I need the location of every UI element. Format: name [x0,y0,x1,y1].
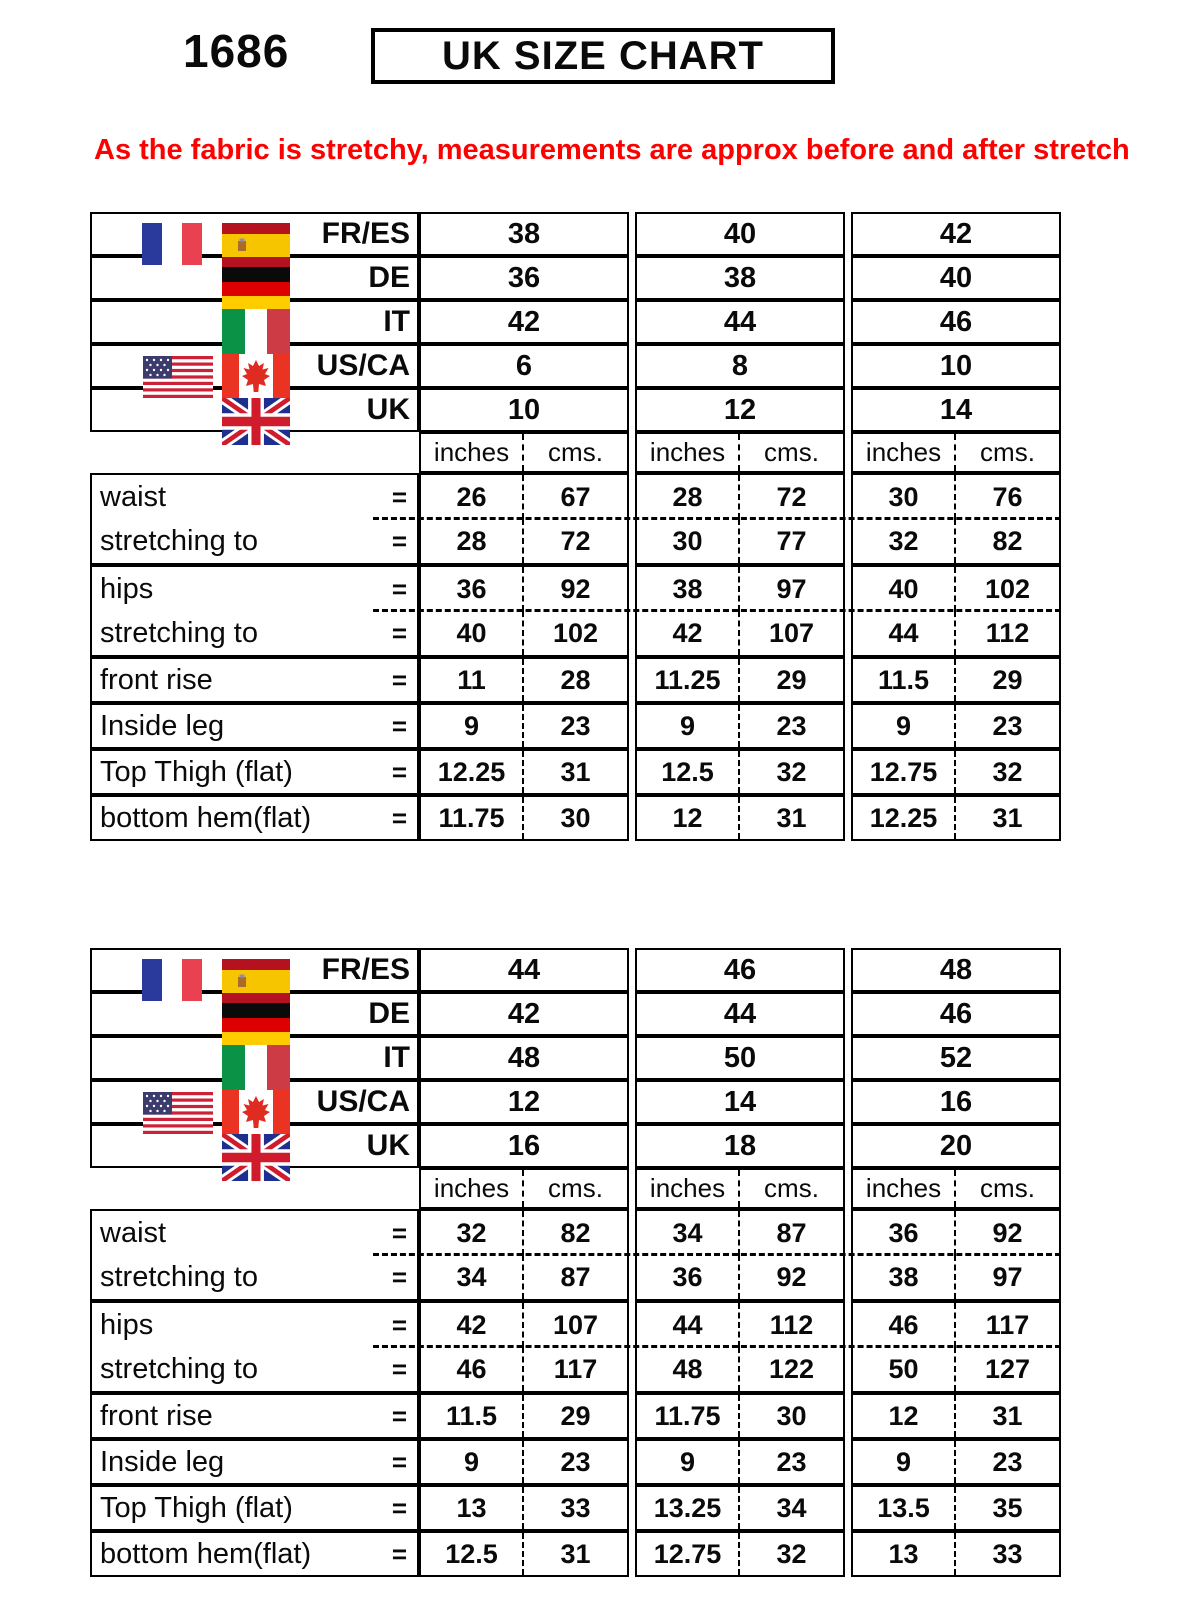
usa-flag-icon [143,356,213,398]
spain-flag-icon [222,223,290,268]
italy-flag-icon [222,1045,290,1091]
measurement-value: 32 [992,756,1023,787]
measurement-value: 44 [637,1303,740,1347]
size-value: 8 [635,344,845,388]
measurement-value: 31 [560,1538,591,1569]
size-value: 52 [851,1036,1061,1080]
measurement-value: 35 [992,1492,1023,1523]
measurement-row-hips [90,1301,1063,1347]
measurement-row-waist [90,1209,1063,1255]
dashed-divider [373,517,1061,520]
unit-cms-label: cms. [548,437,603,467]
measurement-value: 44 [853,611,956,655]
units-group [635,1168,845,1209]
size-group [851,1347,1061,1393]
measurement-value: 46 [421,1347,524,1391]
measurement-value: 32 [853,519,956,563]
measurement-value: 9 [637,1441,740,1483]
size-value: 46 [851,992,1061,1036]
measurement-value: 12 [637,797,740,839]
equals-sign: = [391,664,407,695]
size-group [419,1255,629,1301]
units-group [851,432,1061,473]
size-value: 46 [635,948,845,992]
measurement-row-front-rise [90,1393,1063,1439]
equals-sign: = [391,1217,407,1248]
measurement-value: 28 [421,519,524,563]
size-value: 16 [851,1080,1061,1124]
size-value: 14 [635,1080,845,1124]
equals-sign: = [391,481,407,512]
measurement-value: 33 [560,1492,591,1523]
size-group [419,519,629,565]
size-group [851,473,1061,519]
usa-flag-icon [143,1092,213,1134]
measurement-value: 30 [776,1400,807,1431]
size-table-1 [90,212,1063,841]
measurement-value: 29 [560,1400,591,1431]
equals-sign: = [391,802,407,833]
row-label: stretching to [100,1352,258,1385]
size-group [419,473,629,519]
measurement-value: 38 [853,1255,956,1299]
size-group [635,1485,845,1531]
measurement-value: 23 [992,1446,1023,1477]
size-value: 20 [851,1124,1061,1168]
size-group [635,1209,845,1255]
canada-flag-icon [222,354,290,399]
measurement-value: 77 [776,525,807,556]
measurement-value: 97 [776,573,807,604]
measurement-value: 11.5 [421,1395,524,1437]
row-label-cell [90,1485,419,1531]
measurement-value: 31 [992,1400,1023,1431]
size-group [635,1347,845,1393]
equals-sign: = [391,1261,407,1292]
size-group [635,795,845,841]
dashed-divider [373,609,1061,612]
measurement-value: 117 [553,1353,598,1384]
measurement-value: 12.75 [637,1533,740,1575]
measurement-value: 50 [853,1347,956,1391]
measurement-value: 32 [776,756,807,787]
size-group [851,519,1061,565]
measurement-value: 40 [853,567,956,611]
size-group [851,1209,1061,1255]
size-group [851,1485,1061,1531]
region-label: UK [366,1129,410,1162]
units-group [419,1168,629,1209]
size-group [635,1439,845,1485]
size-value: 42 [851,212,1061,256]
size-value: 38 [635,256,845,300]
france-flag-icon [142,223,202,265]
measurement-value: 122 [768,1353,815,1384]
size-value: 38 [419,212,629,256]
unit-cms-label: cms. [980,1173,1035,1203]
measurement-value: 42 [421,1303,524,1347]
measurement-row-waist-stretch [90,1255,1063,1301]
measurement-value: 34 [637,1211,740,1255]
measurement-value: 34 [776,1492,807,1523]
equals-sign: = [391,1400,407,1431]
size-group [851,657,1061,703]
measurement-value: 87 [776,1217,807,1248]
size-group [635,1301,845,1347]
measurement-value: 31 [560,756,591,787]
measurement-value: 117 [985,1309,1030,1340]
measurement-row-bottom-hem [90,795,1063,841]
size-value: 44 [635,300,845,344]
units-group [419,432,629,473]
measurement-row-hips-stretch [90,611,1063,657]
measurement-value: 38 [637,567,740,611]
size-group [851,1301,1061,1347]
title-box [371,28,835,84]
measurement-value: 12 [853,1395,956,1437]
row-label: hips [100,572,154,605]
spain-flag-icon [222,959,290,1004]
row-label: waist [100,480,167,513]
row-label: front rise [100,1399,213,1432]
uk-flag-icon [222,1134,290,1181]
size-group [851,749,1061,795]
size-value: 40 [635,212,845,256]
equals-sign: = [391,1353,407,1384]
row-label-cell [90,473,419,519]
size-group [419,565,629,611]
measurement-value: 12.75 [853,751,956,793]
row-label-cell [90,703,419,749]
size-group [851,1439,1061,1485]
stretch-note: As the fabric is stretchy, measurements are approx before and after stretch [94,134,1130,166]
size-value: 42 [419,300,629,344]
measurement-value: 29 [776,664,807,695]
row-label: stretching to [100,616,258,649]
row-label-cell [90,1301,419,1347]
equals-sign: = [391,1538,407,1569]
size-group [419,1347,629,1393]
row-label-cell [90,1531,419,1577]
size-table-2 [90,948,1063,1577]
size-group [851,703,1061,749]
measurement-value: 13 [853,1533,956,1575]
style-number: 1686 [183,25,290,77]
row-label: hips [100,1308,154,1341]
measurement-row-waist [90,473,1063,519]
measurement-value: 9 [853,1441,956,1483]
page-title: UK SIZE CHART [442,33,764,78]
measurement-value: 36 [853,1211,956,1255]
measurement-value: 32 [421,1211,524,1255]
region-label: FR/ES [321,953,410,986]
row-label: bottom hem(flat) [100,801,312,834]
row-label-cell [90,611,419,657]
row-label: stretching to [100,524,258,557]
measurement-value: 11 [421,659,524,701]
size-value: 14 [851,388,1061,432]
row-label-cell [90,1439,419,1485]
row-label-cell [90,1255,419,1301]
measurement-value: 30 [560,802,591,833]
measurement-value: 28 [560,664,591,695]
measurement-value: 30 [853,475,956,519]
equals-sign: = [391,1446,407,1477]
measurement-value: 11.75 [637,1395,740,1437]
size-value: 10 [851,344,1061,388]
measurement-value: 11.25 [637,659,740,701]
size-group [851,1255,1061,1301]
size-group [635,565,845,611]
measurement-value: 112 [985,617,1030,648]
equals-sign: = [391,573,407,604]
equals-sign: = [391,1309,407,1340]
size-group [419,1485,629,1531]
measurement-value: 34 [421,1255,524,1299]
measurement-value: 92 [560,573,591,604]
canada-flag-icon [222,1090,290,1135]
measurement-value: 23 [560,710,591,741]
unit-cms-label: cms. [764,437,819,467]
size-group [419,749,629,795]
row-label-cell [90,749,419,795]
measurement-value: 82 [560,1217,591,1248]
measurement-row-hips [90,565,1063,611]
measurement-value: 97 [992,1261,1023,1292]
equals-sign: = [391,525,407,556]
row-label: waist [100,1216,167,1249]
equals-sign: = [391,756,407,787]
measurement-value: 12.25 [421,751,524,793]
italy-flag-icon [222,309,290,355]
germany-flag-icon [222,1003,290,1046]
measurement-value: 67 [560,481,591,512]
measurement-value: 42 [637,611,740,655]
measurement-value: 9 [853,705,956,747]
measurement-value: 36 [421,567,524,611]
region-label: IT [383,305,410,338]
size-group [419,795,629,841]
size-group [419,1301,629,1347]
row-label-cell [90,657,419,703]
size-group [419,1439,629,1485]
size-group [635,611,845,657]
measurement-value: 30 [637,519,740,563]
size-group [635,657,845,703]
measurement-value: 9 [637,705,740,747]
size-value: 10 [419,388,629,432]
size-group [419,1393,629,1439]
region-label: UK [366,393,410,426]
measurement-value: 23 [776,1446,807,1477]
measurement-value: 23 [992,710,1023,741]
measurement-value: 48 [637,1347,740,1391]
measurement-value: 12.5 [637,751,740,793]
row-label: stretching to [100,1260,258,1293]
row-label: bottom hem(flat) [100,1537,312,1570]
unit-inches-label: inches [853,1170,956,1207]
size-value: 44 [419,948,629,992]
units-group [635,432,845,473]
measurement-value: 40 [421,611,524,655]
france-flag-icon [142,959,202,1001]
size-value: 6 [419,344,629,388]
row-label-cell [90,795,419,841]
row-label-cell [90,1347,419,1393]
row-label-cell [90,565,419,611]
unit-inches-label: inches [637,434,740,471]
size-group [419,611,629,657]
size-group [635,473,845,519]
size-group [419,1531,629,1577]
size-group [419,657,629,703]
unit-cms-label: cms. [980,437,1035,467]
equals-sign: = [391,710,407,741]
unit-cms-label: cms. [548,1173,603,1203]
size-group [635,1531,845,1577]
measurement-value: 102 [552,617,599,648]
size-value: 46 [851,300,1061,344]
size-value: 42 [419,992,629,1036]
measurement-row-front-rise [90,657,1063,703]
dashed-divider [373,1345,1061,1348]
measurement-value: 31 [776,802,807,833]
size-group [635,703,845,749]
row-label-cell [90,1393,419,1439]
measurement-value: 72 [560,525,591,556]
size-value: 50 [635,1036,845,1080]
measurement-value: 13.25 [637,1487,740,1529]
measurement-value: 31 [992,802,1023,833]
measurement-value: 82 [992,525,1023,556]
region-label: US/CA [316,349,410,382]
measurement-value: 76 [992,481,1023,512]
measurement-value: 23 [776,710,807,741]
size-group [419,703,629,749]
unit-inches-label: inches [421,1170,524,1207]
size-value: 48 [419,1036,629,1080]
size-group [851,795,1061,841]
size-group [419,1209,629,1255]
measurement-value: 12.5 [421,1533,524,1575]
size-group [851,1531,1061,1577]
measurement-value: 102 [984,573,1031,604]
measurement-row-inside-leg [90,703,1063,749]
measurement-row-inside-leg [90,1439,1063,1485]
measurement-value: 11.5 [853,659,956,701]
size-group [635,749,845,795]
size-value: 12 [635,388,845,432]
measurement-value: 13.5 [853,1487,956,1529]
unit-cms-label: cms. [764,1173,819,1203]
row-label: Inside leg [100,709,225,742]
size-value: 16 [419,1124,629,1168]
row-label: Top Thigh (flat) [100,1491,293,1524]
row-label: Top Thigh (flat) [100,755,293,788]
size-value: 48 [851,948,1061,992]
measurement-value: 9 [421,1441,524,1483]
measurement-row-top-thigh [90,1485,1063,1531]
measurement-value: 26 [421,475,524,519]
size-group [635,1393,845,1439]
measurement-value: 92 [776,1261,807,1292]
size-value: 12 [419,1080,629,1124]
measurement-value: 36 [637,1255,740,1299]
size-value: 40 [851,256,1061,300]
size-group [635,519,845,565]
size-value: 36 [419,256,629,300]
measurement-value: 29 [992,664,1023,695]
measurement-value: 46 [853,1303,956,1347]
units-group [851,1168,1061,1209]
size-group [635,1255,845,1301]
measurement-row-waist-stretch [90,519,1063,565]
unit-inches-label: inches [853,434,956,471]
measurement-value: 72 [776,481,807,512]
measurement-value: 11.75 [421,797,524,839]
measurement-value: 13 [421,1487,524,1529]
equals-sign: = [391,1492,407,1523]
row-label: Inside leg [100,1445,225,1478]
measurement-value: 107 [552,1309,599,1340]
uk-flag-icon [222,398,290,445]
measurement-row-top-thigh [90,749,1063,795]
measurement-value: 87 [560,1261,591,1292]
measurement-value: 9 [421,705,524,747]
region-label: US/CA [316,1085,410,1118]
measurement-value: 112 [769,1309,814,1340]
size-value: 44 [635,992,845,1036]
size-group [851,565,1061,611]
germany-flag-icon [222,267,290,310]
unit-inches-label: inches [637,1170,740,1207]
size-group [851,611,1061,657]
measurement-value: 33 [992,1538,1023,1569]
equals-sign: = [391,617,407,648]
region-label: DE [368,997,410,1030]
row-label-cell [90,1209,419,1255]
unit-inches-label: inches [421,434,524,471]
measurement-row-hips-stretch [90,1347,1063,1393]
dashed-divider [373,1253,1061,1256]
measurement-value: 12.25 [853,797,956,839]
size-value: 18 [635,1124,845,1168]
measurement-value: 92 [992,1217,1023,1248]
row-label-cell [90,519,419,565]
measurement-value: 107 [768,617,815,648]
row-label: front rise [100,663,213,696]
region-label: FR/ES [321,217,410,250]
region-label: DE [368,261,410,294]
measurement-value: 28 [637,475,740,519]
measurement-value: 127 [984,1353,1031,1384]
measurement-row-bottom-hem [90,1531,1063,1577]
measurement-value: 32 [776,1538,807,1569]
size-group [851,1393,1061,1439]
measurement-value: 23 [560,1446,591,1477]
region-label: IT [383,1041,410,1074]
